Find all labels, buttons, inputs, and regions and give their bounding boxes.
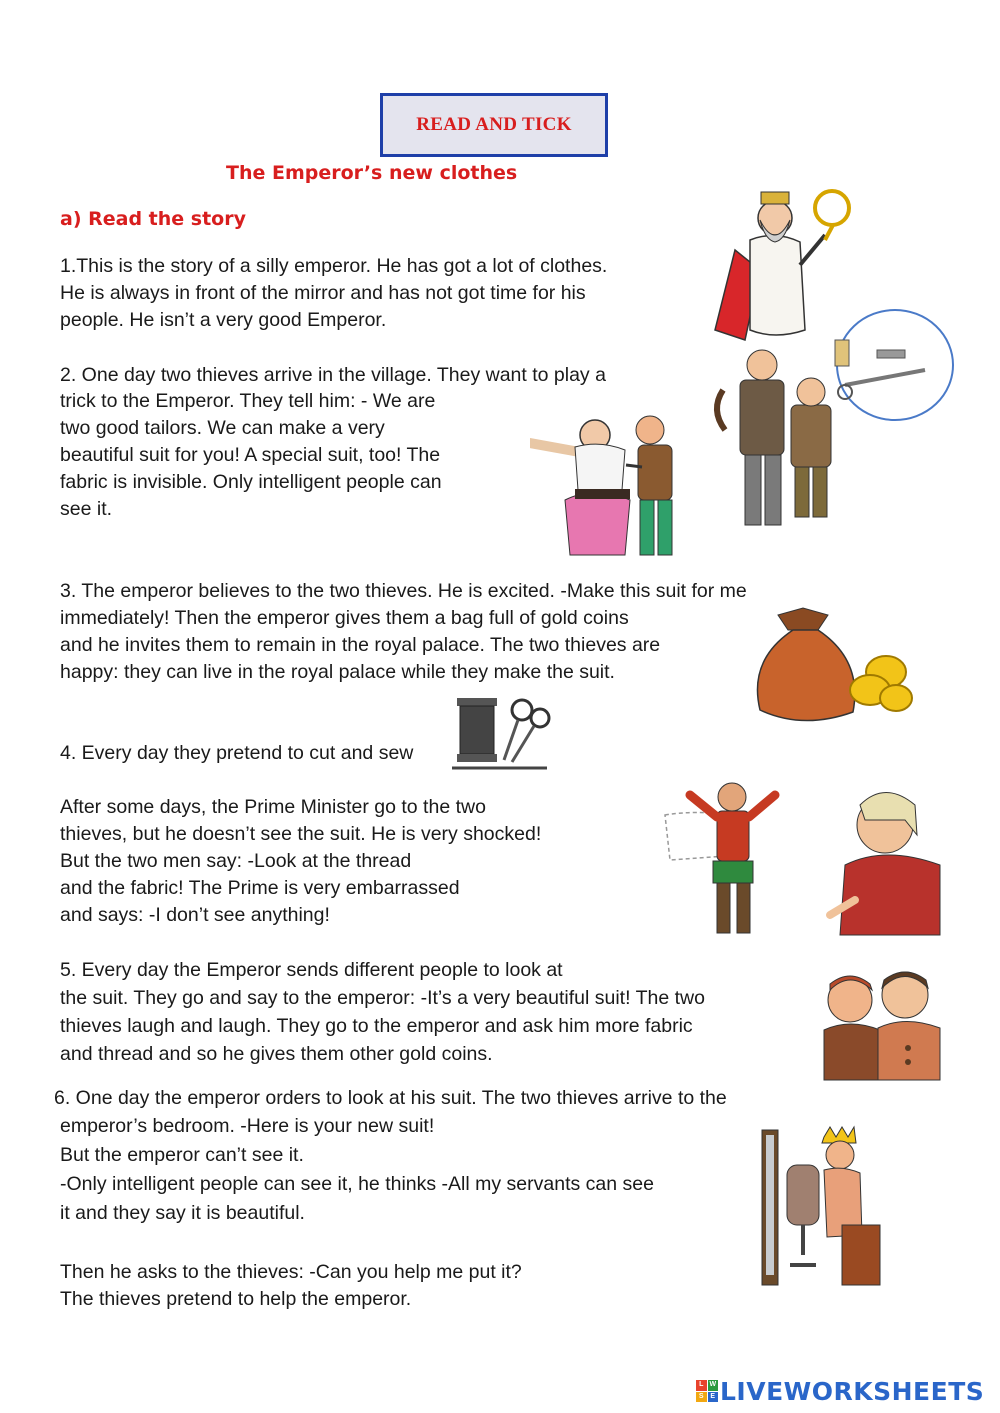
story-line: thieves, but he doesn’t see the suit. He is very shocked! <box>60 823 542 845</box>
story-line: the suit. They go and say to the emperor: -It’s a very beautiful suit! The two <box>60 987 705 1009</box>
emperor-naked-illustration <box>752 1125 887 1290</box>
story-title: The Emperor’s new clothes <box>226 162 518 184</box>
thread-scissors-illustration <box>452 690 552 775</box>
story-line: two good tailors. We can make a very <box>60 417 385 439</box>
brand-name: LIVEWORKSHEETS <box>720 1376 985 1406</box>
story-line: and thread and so he gives them other gold coins. <box>60 1043 493 1065</box>
story-line: 4. Every day they pretend to cut and sew <box>60 742 414 764</box>
story-line: thieves laugh and laugh. They go to the emperor and ask him more fabric <box>60 1015 693 1037</box>
tailors-measuring-illustration <box>530 405 705 570</box>
story-line: But the two men say: -Look at the thread <box>60 850 412 872</box>
story-line: see it. <box>60 498 113 520</box>
story-line: 3. The emperor believes to the two thieves. He is excited. -Make this suit for me <box>60 580 747 602</box>
story-line: and says: -I don’t see anything! <box>60 904 330 926</box>
story-line: 6. One day the emperor orders to look at his suit. The two thieves arrive to the <box>54 1087 727 1109</box>
liveworksheets-logo <box>696 1376 984 1406</box>
story-line: 5. Every day the Emperor sends different people to look at <box>60 959 563 981</box>
story-line: But the emperor can’t see it. <box>60 1144 304 1166</box>
laughing-thieves-illustration <box>810 960 950 1085</box>
story-line: -Only intelligent people can see it, he thinks -All my servants can see <box>60 1173 654 1195</box>
story-line: beautiful suit for you! A special suit, too! The <box>60 444 441 466</box>
story-line: fabric is invisible. Only intelligent people can <box>60 471 442 493</box>
story-line: After some days, the Prime Minister go to the two <box>60 796 486 818</box>
section-heading: a) Read the story <box>60 208 246 230</box>
thieves-tools-illustration <box>695 300 960 540</box>
story-line: and the fabric! The Prime is very embarrassed <box>60 877 460 899</box>
story-line: 1.This is the story of a silly emperor. He has got a lot of clothes. <box>60 255 608 277</box>
brand-mark-icon: L W S E <box>696 1380 718 1402</box>
title-box-label: READ AND TICK <box>416 114 572 135</box>
story-line: He is always in front of the mirror and has not got time for his <box>60 282 586 304</box>
story-line: happy: they can live in the royal palace while they make the suit. <box>60 661 615 683</box>
story-line: it and they say it is beautiful. <box>60 1202 305 1224</box>
title-box <box>380 93 608 157</box>
story-line: 2. One day two thieves arrive in the village. They want to play a <box>60 364 606 386</box>
prime-minister-illustration <box>655 775 950 945</box>
story-line: The thieves pretend to help the emperor. <box>60 1288 412 1310</box>
story-line: Then he asks to the thieves: -Can you help me put it? <box>60 1261 522 1283</box>
story-line: people. He isn’t a very good Emperor. <box>60 309 387 331</box>
story-line: emperor’s bedroom. -Here is your new suit! <box>60 1115 435 1137</box>
story-line: trick to the Emperor. They tell him: - We are <box>60 390 436 412</box>
gold-bag-illustration <box>748 600 923 735</box>
story-line: immediately! Then the emperor gives them a bag full of gold coins <box>60 607 629 629</box>
story-line: and he invites them to remain in the royal palace. The two thieves are <box>60 634 661 656</box>
